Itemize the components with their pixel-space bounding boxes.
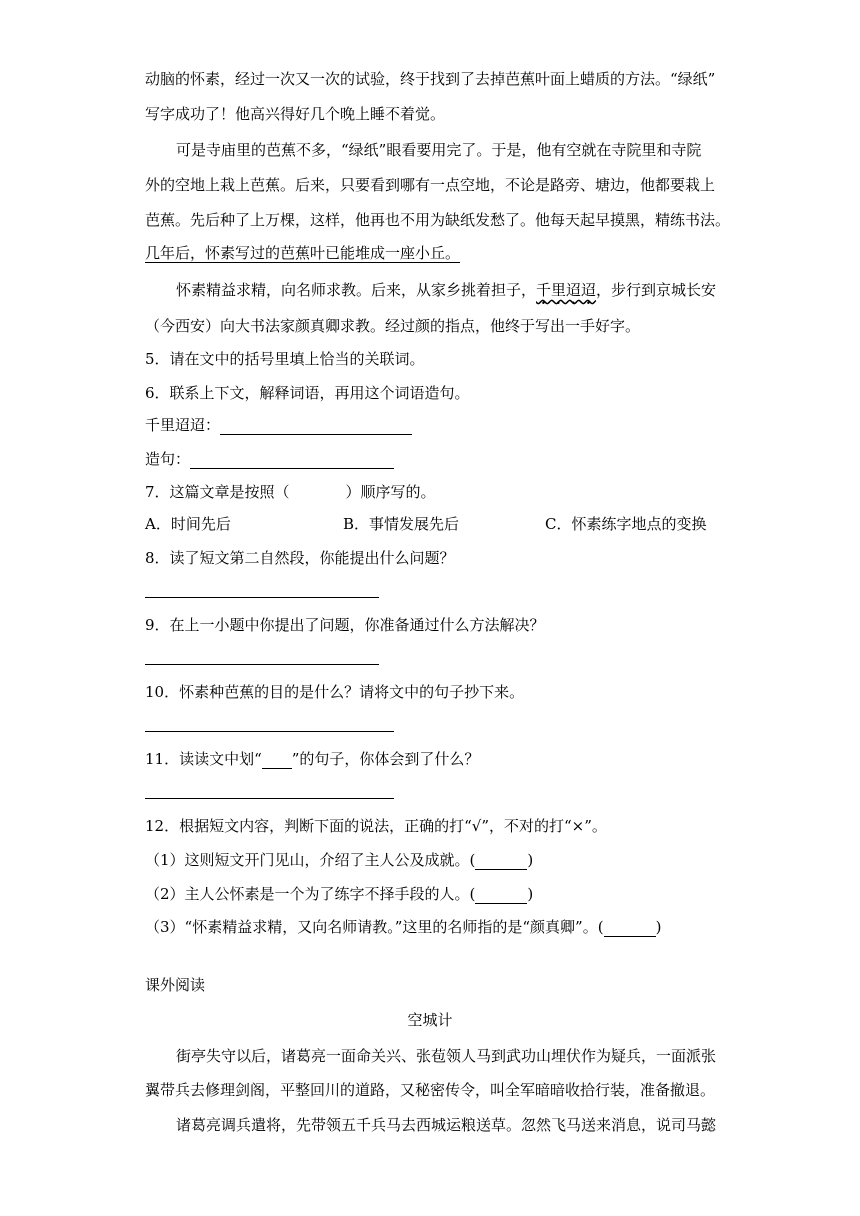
q7-option-c[interactable]: C．怀素练字地点的变换 — [545, 515, 707, 533]
q12-item-2 — [145, 884, 533, 904]
question-8: 8．读了短文第二自然段，你能提出什么问题？ — [145, 549, 455, 567]
question-10: 10．怀素种芭蕉的目的是什么？请将文中的句子抄下来。 — [145, 683, 525, 701]
question-6: 6．联系上下文，解释词语，再用这个词语造句。 — [145, 384, 470, 402]
q6-sentence-row — [145, 449, 394, 469]
question-7 — [145, 482, 436, 502]
q6-word-label: 千里迢迢： — [145, 416, 221, 434]
close-paren: ) — [655, 918, 662, 936]
q6-sentence-label: 造句： — [145, 450, 191, 468]
q12-item-2-blank[interactable] — [475, 887, 527, 904]
passage-line — [176, 280, 716, 308]
passage-line: 动脑的怀素，经过一次又一次的试验，终于找到了去掉芭蕉叶面上蜡质的方法。“绿纸” — [145, 70, 716, 88]
q12-item-text: （3）“怀素精益求精，又向名师请教。”这里的名师指的是“颜真卿”。( — [145, 918, 604, 936]
q7-text: 7．这篇文章是按照（ — [145, 483, 290, 501]
passage-text: 怀素精益求精，向名师求教。后来，从家乡挑着担子， — [176, 281, 537, 299]
q8-answer-line[interactable] — [145, 597, 379, 598]
passage-line: （今西安）向大书法家颜真卿求教。经过颜的指点，他终于写出一手好字。 — [145, 317, 641, 335]
q12-item-3 — [145, 917, 661, 937]
q12-item-text: （1）这则短文开门见山，介绍了主人公及成就。( — [145, 851, 476, 869]
q11-underline-sample — [262, 756, 292, 769]
underlined-sentence: 几年后，怀素写过的芭蕉叶已能堆成一座小丘。 — [145, 244, 461, 262]
question-5: 5．请在文中的括号里填上恰当的关联词。 — [145, 350, 425, 368]
passage-line: 可是寺庙里的芭蕉不多，“绿纸”眼看要用完了。于是，他有空就在寺院里和寺院 — [176, 141, 702, 159]
q7-option-b[interactable]: B．事情发展先后 — [343, 515, 460, 533]
passage-line: 外的空地上栽上芭蕉。后来，只要看到哪有一点空地，不论是路旁、塘边，他都要栽上 — [145, 176, 716, 194]
passage-line: 诸葛亮调兵遣将，先带领五千兵马去西城运粮送草。忽然飞马送来消息，说司马懿 — [176, 1116, 717, 1134]
q6-word-row — [145, 415, 412, 435]
q12-item-1-blank[interactable] — [475, 853, 527, 870]
q11-text: 11．读读文中划“ — [145, 750, 262, 768]
marked-word: 千里迢迢 — [536, 281, 597, 299]
passage-text: ，步行到京城长安 — [596, 281, 717, 299]
q11-text: ”的句子，你体会到了什么？ — [291, 750, 480, 768]
q6-word-blank[interactable] — [220, 418, 412, 435]
q11-answer-line[interactable] — [145, 798, 394, 799]
q12-item-1 — [145, 850, 533, 870]
q7-text: ）顺序写的。 — [345, 483, 436, 501]
question-12: 12．根据短文内容，判断下面的说法，正确的打“√”，不对的打“×”。 — [145, 817, 607, 835]
passage-line: 芭蕉。先后种了上万棵，这样，他再也不用为缺纸发愁了。他每天起早摸黑，精练书法。 — [145, 211, 731, 229]
question-9: 9．在上一小题中你提出了问题，你准备通过什么方法解决？ — [145, 616, 545, 634]
section-heading: 课外阅读 — [145, 976, 206, 994]
passage-line: 街亭失守以后，诸葛亮一面命关兴、张苞领人马到武功山埋伏作为疑兵，一面派张 — [176, 1047, 717, 1065]
passage-line: 写字成功了！他高兴得好几个晚上睡不着觉。 — [145, 105, 446, 123]
passage-title: 空城计 — [407, 1011, 453, 1029]
q6-sentence-blank[interactable] — [190, 452, 394, 469]
close-paren: ) — [527, 851, 534, 869]
q12-item-3-blank[interactable] — [604, 920, 656, 937]
q9-answer-line[interactable] — [145, 664, 379, 665]
q7-option-a[interactable]: A．时间先后 — [145, 515, 231, 533]
passage-line: 翼带兵去修理剑阁，平整回川的道路，又秘密传令，叫全军暗暗收拾行装，准备撤退。 — [145, 1081, 716, 1099]
q12-item-text: （2）主人公怀素是一个为了练字不择手段的人。( — [145, 885, 476, 903]
close-paren: ) — [527, 885, 534, 903]
question-11 — [145, 749, 479, 769]
q10-answer-line[interactable] — [145, 731, 394, 732]
